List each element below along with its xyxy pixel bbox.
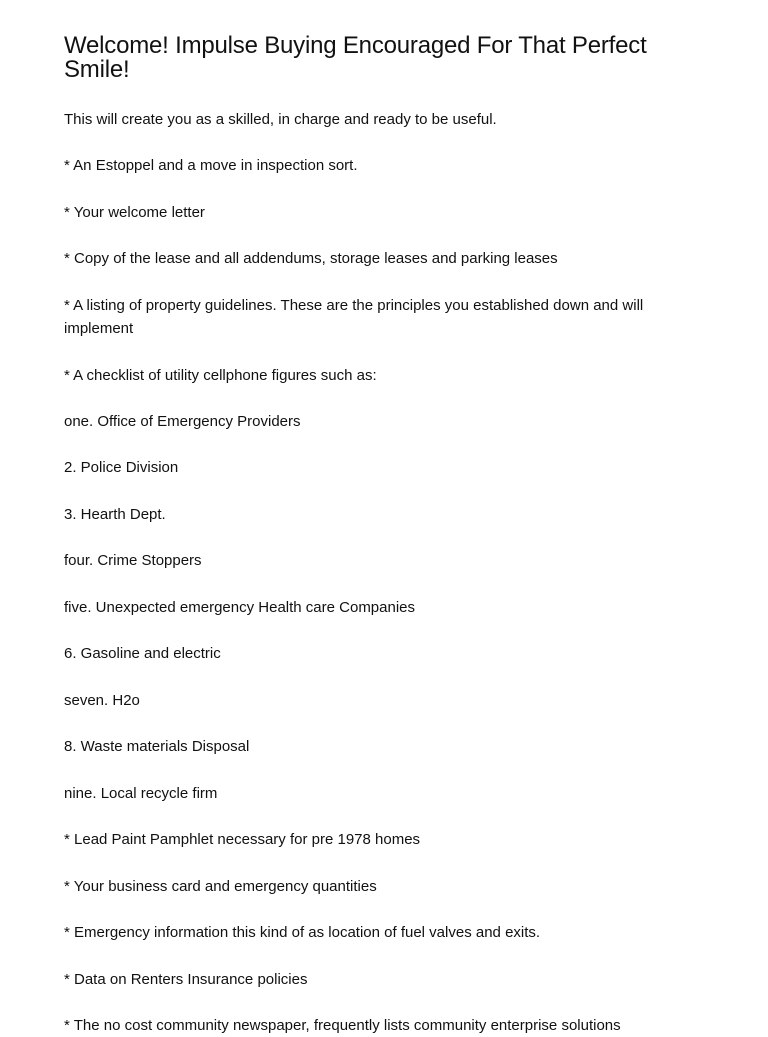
list-item-waste-disposal: 8. Waste materials Disposal (64, 738, 250, 755)
list-item-welcome-letter: * Your welcome letter (64, 204, 205, 221)
list-item-property-guidelines: * A listing of property guidelines. These are the principles you established down and will implement (64, 297, 644, 337)
list-item-renters-insurance: * Data on Renters Insurance policies (64, 971, 308, 988)
list-item-estoppel: * An Estoppel and a move in inspection sort. (64, 157, 358, 174)
intro-paragraph: This will create you as a skilled, in charge and ready to be useful. (64, 111, 497, 128)
list-item-business-card: * Your business card and emergency quantities (64, 878, 377, 895)
list-item-emergency-info: * Emergency information this kind of as location of fuel valves and exits. (64, 924, 541, 941)
list-item-lease-copy: * Copy of the lease and all addendums, storage leases and parking leases (64, 250, 558, 267)
list-item-lead-paint: * Lead Paint Pamphlet necessary for pre 1978 homes (64, 831, 421, 848)
list-item-hearth-dept: 3. Hearth Dept. (64, 506, 166, 523)
list-item-emergency-providers: one. Office of Emergency Providers (64, 413, 301, 430)
list-item-newspaper: * The no cost community newspaper, frequently lists community enterprise solutions (64, 1017, 621, 1034)
list-item-utility-checklist: * A checklist of utility cellphone figures such as: (64, 367, 377, 384)
list-item-gas-electric: 6. Gasoline and electric (64, 645, 221, 662)
list-item-crime-stoppers: four. Crime Stoppers (64, 552, 202, 569)
list-item-water: seven. H2o (64, 692, 140, 709)
list-item-health-care: five. Unexpected emergency Health care Companies (64, 599, 416, 616)
list-item-recycle: nine. Local recycle firm (64, 785, 218, 802)
document-title: Welcome! Impulse Buying Encouraged For That Perfect Smile! (64, 32, 647, 83)
list-item-police: 2. Police Division (64, 459, 179, 476)
